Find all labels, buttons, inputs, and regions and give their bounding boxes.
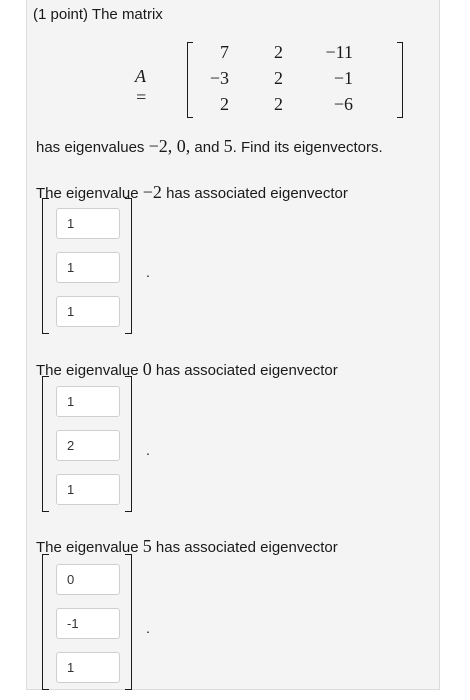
- period: .: [146, 620, 150, 636]
- eigenvector-1-entry-2[interactable]: [56, 252, 120, 283]
- matrix-cell: −11: [325, 42, 353, 62]
- eig-values: −2, 0,: [148, 136, 191, 156]
- eig-last: 5: [223, 136, 233, 156]
- eigenvalues-sentence: [36, 136, 383, 157]
- section-prompt-post: has associated eigenvector: [161, 185, 348, 202]
- eigenvalue-text: −2: [142, 182, 162, 202]
- eigenvector-1-entry-3[interactable]: [56, 296, 120, 327]
- section-prompt-pre: The eigenvalue: [36, 539, 143, 556]
- vector-right-bracket: [125, 554, 132, 690]
- vector-left-bracket: [42, 376, 49, 512]
- matrix-cell: −3: [209, 68, 229, 88]
- matrix-cell: 2: [274, 42, 283, 62]
- eigenvector-1-entry-1[interactable]: [56, 208, 120, 239]
- eigenvector-2-entry-3[interactable]: [56, 474, 120, 505]
- problem-intro: (1 point) The matrix: [33, 6, 163, 23]
- vector-right-bracket: [125, 376, 132, 512]
- vector-left-bracket: [42, 554, 49, 690]
- vector-left-bracket: [42, 198, 49, 334]
- matrix-cell: 2: [274, 94, 283, 114]
- eigenvector-3-entry-2[interactable]: [56, 608, 120, 639]
- matrix-cell: −6: [333, 94, 353, 114]
- eigenvalue-text: 5: [142, 536, 152, 556]
- eigenvector-3-entry-1[interactable]: [56, 564, 120, 595]
- section-prompt-post: has associated eigenvector: [151, 362, 338, 379]
- period: .: [146, 442, 150, 458]
- eig-post: . Find its eigenvectors.: [232, 139, 383, 156]
- eigenvector-2: [36, 376, 156, 512]
- section-prompt-pre: The eigenvalue: [36, 185, 143, 202]
- matrix-cell: 2: [274, 68, 283, 88]
- eig-and: and: [190, 139, 224, 156]
- eigenvector-3: [36, 554, 156, 690]
- matrix-cell: 7: [220, 42, 229, 62]
- eigenvalue-text: 0: [142, 359, 152, 379]
- eigenvector-2-entry-2[interactable]: [56, 430, 120, 461]
- matrix-right-bracket: [397, 42, 403, 118]
- period: .: [146, 264, 150, 280]
- eigenvector-2-entry-1[interactable]: [56, 386, 120, 417]
- eigenvector-3-entry-3[interactable]: [56, 652, 120, 683]
- matrix-cell: 2: [220, 94, 229, 114]
- matrix-cell: −1: [333, 68, 353, 88]
- eig-pre: has eigenvalues: [36, 139, 149, 156]
- vector-right-bracket: [125, 198, 132, 334]
- section-prompt-pre: The eigenvalue: [36, 362, 143, 379]
- section-prompt-post: has associated eigenvector: [151, 539, 338, 556]
- matrix-label: A =: [135, 66, 148, 107]
- eigenvector-1: [36, 198, 156, 334]
